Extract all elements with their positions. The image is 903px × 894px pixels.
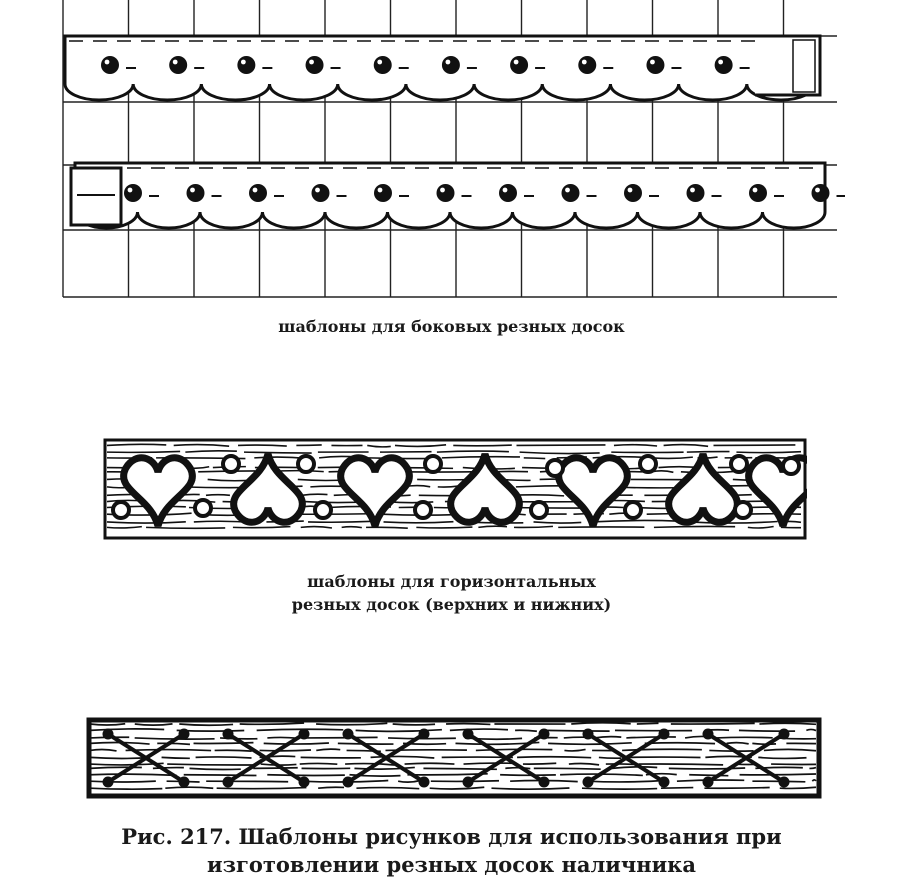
grain-stroke <box>517 757 591 758</box>
grain-stroke <box>184 775 257 776</box>
ring-ornament <box>113 502 129 518</box>
grain-stroke <box>318 787 344 788</box>
grain-stroke <box>671 723 755 724</box>
hole-highlight <box>378 188 383 193</box>
grain-stroke <box>809 768 816 769</box>
grain-stroke <box>206 781 288 782</box>
ring-ornament <box>731 456 747 472</box>
hole-dot <box>374 56 392 74</box>
cross-end-dot <box>659 777 670 788</box>
cross-end-dot <box>103 777 114 788</box>
hole-dot <box>646 56 664 74</box>
cross-end-dot <box>419 777 430 788</box>
hole-highlight <box>628 188 633 193</box>
hole-dot <box>749 184 767 202</box>
grain-stroke <box>516 445 605 446</box>
ring-ornament <box>415 502 431 518</box>
side-boards-grid-figure <box>55 0 845 300</box>
hole-highlight <box>514 60 519 65</box>
hole-dot <box>437 184 455 202</box>
grain-stroke <box>716 737 773 738</box>
hole-highlight <box>753 188 758 193</box>
grain-stroke <box>637 723 659 724</box>
cross-end-dot <box>703 777 714 788</box>
grain-stroke <box>260 750 311 751</box>
grain-stroke <box>162 757 190 758</box>
hole-highlight <box>241 60 246 65</box>
horizontal-board-hearts-figure <box>103 438 807 540</box>
grain-stroke <box>687 452 730 453</box>
grain-stroke <box>704 788 769 789</box>
cross-end-dot <box>343 777 354 788</box>
hole-dot <box>237 56 255 74</box>
grain-stroke <box>669 768 745 769</box>
grain-stroke <box>740 774 816 775</box>
ring-ornament <box>783 458 799 474</box>
hole-highlight <box>690 188 695 193</box>
cross-end-dot <box>343 729 354 740</box>
hole-dot <box>715 56 733 74</box>
grain-stroke <box>308 521 373 522</box>
cross-end-dot <box>179 729 190 740</box>
cross-end-dot <box>539 729 550 740</box>
hole-highlight <box>650 60 655 65</box>
hole-highlight <box>128 188 133 193</box>
hole-dot <box>101 56 119 74</box>
cross-end-dot <box>583 777 594 788</box>
hole-highlight <box>440 188 445 193</box>
hole-highlight <box>190 188 195 193</box>
hole-highlight <box>503 188 508 193</box>
grain-stroke <box>523 763 556 764</box>
grain-stroke <box>453 445 512 446</box>
hole-dot <box>578 56 596 74</box>
cross-end-dot <box>583 729 594 740</box>
grain-stroke <box>167 764 253 765</box>
grain-stroke <box>296 445 321 446</box>
side-boards-caption: шаблоны для боковых резных досок <box>278 317 625 336</box>
ring-ornament <box>625 502 641 518</box>
hole-highlight <box>377 60 382 65</box>
hole-dot <box>306 56 324 74</box>
board-end <box>71 168 121 225</box>
grain-stroke <box>267 775 345 776</box>
grain-stroke <box>416 527 472 528</box>
ring-ornament <box>315 502 331 518</box>
grain-stroke <box>599 757 621 758</box>
grain-stroke <box>661 788 693 789</box>
grain-stroke <box>545 730 610 731</box>
grain-stroke <box>654 526 735 527</box>
grain-stroke <box>446 724 490 725</box>
cross-end-dot <box>223 777 234 788</box>
ring-ornament <box>195 500 211 516</box>
hole-dot <box>124 184 142 202</box>
grain-stroke <box>534 768 601 769</box>
grain-stroke <box>645 743 715 744</box>
cross-end-dot <box>103 729 114 740</box>
cross-end-dot <box>779 777 790 788</box>
cross-end-dot <box>463 729 474 740</box>
cross-end-dot <box>299 729 310 740</box>
grain-stroke <box>206 495 230 496</box>
cross-end-dot <box>659 729 670 740</box>
board-end <box>755 36 820 95</box>
ring-ornament <box>547 460 563 476</box>
side-board-top <box>65 36 820 100</box>
grain-stroke <box>500 775 556 776</box>
cross-end-dot <box>299 777 310 788</box>
ring-ornament <box>640 456 656 472</box>
cross-end-dot <box>539 777 550 788</box>
side-board-bottom <box>71 163 845 228</box>
hole-dot <box>169 56 187 74</box>
grain-stroke <box>90 781 156 782</box>
hole-highlight <box>582 60 587 65</box>
grain-stroke <box>107 451 180 452</box>
grain-stroke <box>146 527 225 528</box>
hole-dot <box>562 184 580 202</box>
hole-highlight <box>446 60 451 65</box>
grain-stroke <box>244 452 312 453</box>
hole-highlight <box>309 60 314 65</box>
ring-ornament <box>298 456 314 472</box>
grain-stroke <box>342 527 362 528</box>
hole-highlight <box>253 188 258 193</box>
grain-stroke <box>253 768 298 769</box>
hole-highlight <box>718 60 723 65</box>
ring-ornament <box>223 456 239 472</box>
hole-dot <box>624 184 642 202</box>
hole-highlight <box>815 188 820 193</box>
cross-end-dot <box>223 729 234 740</box>
cross-end-dot <box>779 729 790 740</box>
hole-highlight <box>315 188 320 193</box>
hole-dot <box>687 184 705 202</box>
grain-stroke <box>524 458 545 459</box>
grain-stroke <box>582 788 657 789</box>
hole-highlight <box>565 188 570 193</box>
hole-dot <box>499 184 517 202</box>
ring-ornament <box>531 502 547 518</box>
grain-stroke <box>126 750 212 751</box>
cross-end-dot <box>419 729 430 740</box>
grain-stroke <box>153 768 184 769</box>
grain-stroke <box>713 445 795 446</box>
cross-end-dot <box>463 777 474 788</box>
grain-stroke <box>438 486 458 487</box>
grain-stroke <box>300 763 338 764</box>
hole-dot <box>249 184 267 202</box>
cross-end-dot <box>703 729 714 740</box>
ring-ornament <box>425 456 441 472</box>
grain-stroke <box>515 730 537 731</box>
hole-highlight <box>105 60 110 65</box>
grain-stroke <box>405 763 455 764</box>
grain-stroke <box>215 750 252 751</box>
grain-stroke <box>736 452 801 453</box>
grain-stroke <box>393 724 435 725</box>
figure-title-line2: изготовлении резных досок наличника <box>207 852 696 877</box>
hole-highlight <box>173 60 178 65</box>
grain-stroke <box>464 763 517 764</box>
horizontal-boards-caption-line2: резных досок (верхних и нижних) <box>291 595 612 614</box>
grain-stroke <box>267 737 297 738</box>
hole-dot <box>312 184 330 202</box>
hole-dot <box>187 184 205 202</box>
hole-dot <box>510 56 528 74</box>
horizontal-boards-caption-line1: шаблоны для горизонтальных <box>307 572 596 591</box>
figure-title-line1: Рис. 217. Шаблоны рисунков для использования при <box>121 824 782 849</box>
grain-stroke <box>366 527 408 528</box>
hole-dot <box>812 184 830 202</box>
hole-dot <box>442 56 460 74</box>
grain-stroke <box>305 737 377 738</box>
grain-stroke <box>90 788 162 789</box>
cross-board-figure <box>86 717 822 799</box>
hole-dot <box>374 184 392 202</box>
grain-stroke <box>639 764 724 765</box>
cross-end-dot <box>179 777 190 788</box>
ring-ornament <box>735 502 751 518</box>
